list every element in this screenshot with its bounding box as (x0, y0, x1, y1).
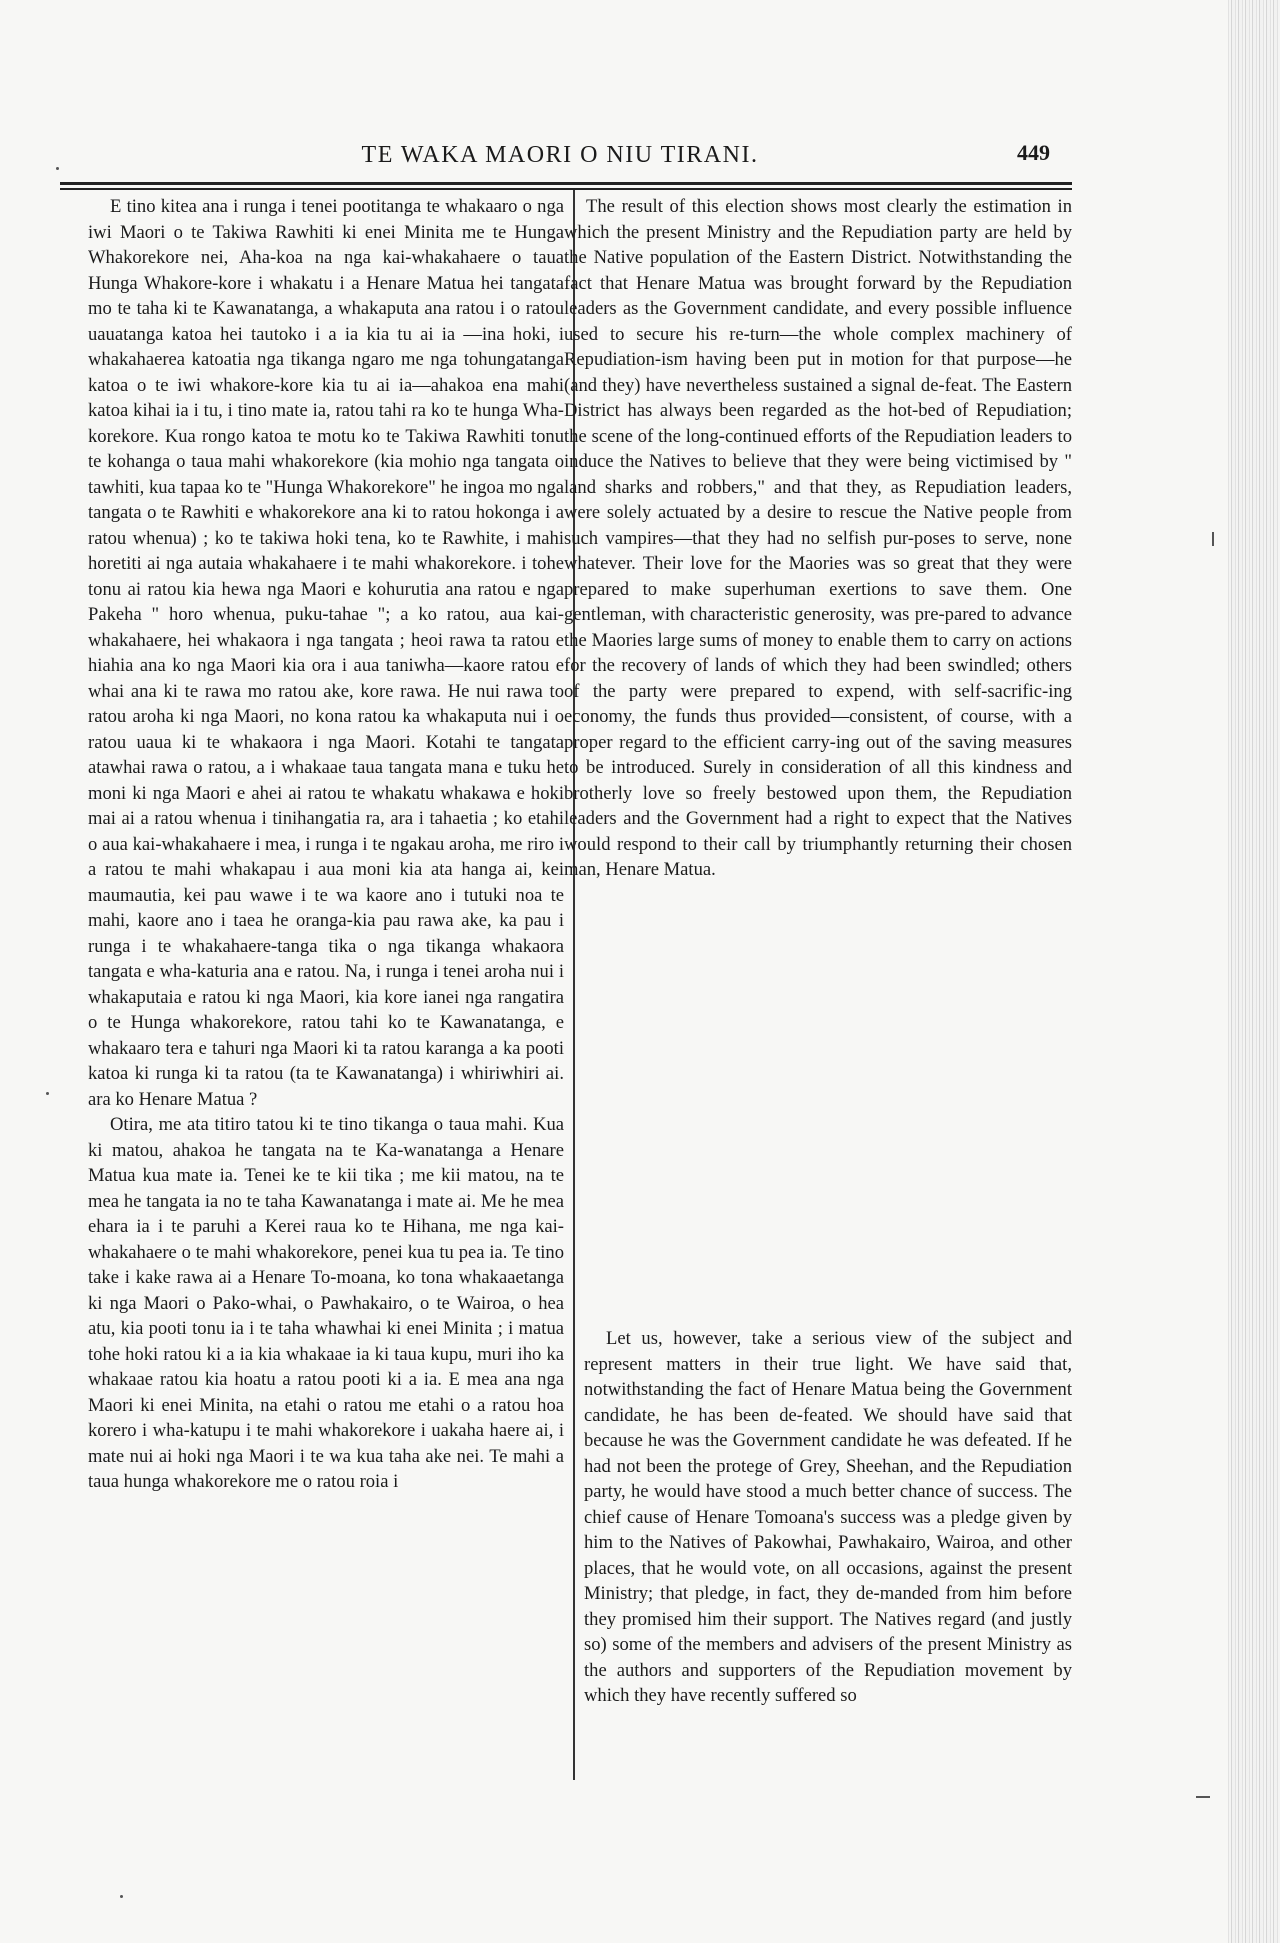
scan-speck (120, 1895, 123, 1898)
english-column-top (564, 194, 1072, 883)
english-column-bottom (584, 1326, 1072, 1709)
english-paragraph-2: Let us, however, take a serious view of the subject and represent matters in their true light. We have said that, notwithstanding the fact of Henare Matua being the Government candidate, he has been de-feated. We should have said that because he was the Government candidate he was defeated. If he had not been the protege of Grey, Sheehan, and the Repudiation party, he would have stood a much better chance of success. The chief cause of Henare Tomoana's success was a pledge given by him to the Natives of Pakowhai, Pawhakairo, Wairoa, and other places, that he would vote, on all occasions, against the present Ministry; that pledge, in fact, they de-manded from him before they promised him their support. The Natives regard (and justly so) some of the members and advisers of the present Ministry as the authors and supporters of the Repudiation movement by which they have recently suffered so (584, 1328, 1072, 1706)
page-number: 449 (1017, 140, 1050, 165)
maori-paragraph-1: E tino kitea ana i runga i tenei pootitanga te whakaaro o nga iwi Maori o te Takiwa Rawhiti ki enei Minita me te Hunga Whakorekore nei, Aha-koa na nga kai-whakahaere o taua Hunga Whakore-kore i whakatu i a Henare Matua hei tangata mo te taha ki te Kawanatanga, a whakaputa ana ratou i o ratou uauatanga katoa hei tautoko i a ia kia tu ai ia —ina hoki, i whakahaerea katoatia nga tikanga ngaro me nga tohungatanga katoa o te iwi whakore-kore kia tu ai ia—ahakoa ena mahi katoa kihai ia i tu, i tino mate ia, ratou tahi ra ko te hunga Wha-korekore. Kua rongo katoa te motu ko te Takiwa Rawhiti tonu te kohanga o taua mahi whakorekore (kia mohio nga tangata o tawhiti, kua tapaa ko te "Hunga Whakorekore" he ingoa mo nga tangata o te Rawhiti e whakorekore ana ki to ratou hokonga i a ratou whenua) ; ko te takiwa hoki tena, ko te Rawhite, i mahi horetiti ai nga autaia whakahaere i te mahi whakorekore. i tohe tonu ai ratou kia hewa nga Maori e kohurutia ana ratou e nga Pakeha " horo whenua, puku-tahae "; a ko ratou, aua kai-whakahaere, hei whakaora i nga tangata ; heoi rawa ta ratou e hiahia ana ko nga Maori kia ora i aua taniwha—kaore ratou e whai ana ki te rawa mo ratou ake, kore rawa. He nui rawa to ratou aroha ki nga Maori, no kona ratou ka whakaputa nui i o ratou uaua ki te whakaora i nga Maori. Kotahi te tangata atawhai rawa o ratou, a i whakaae taua tangata mana e tuku he moni ki nga Maori e ahei ai ratou te whakatu whakawa e hoki mai ai a ratou whenua i tinihangatia ra, ara i tahaetia ; ko etahi o aua kai-whakahaere i mea, i runga i te ngakau aroha, me riro i a ratou te mahi whakapau i aua moni kia ata hanga ai, kei maumautia, kei pau wawe i te wa kaore ano i tutuki noa te mahi, kaore ano i taea he oranga-kia pau rawa ake, ka pau i runga i te whakahaere-tanga tika o nga tikanga whakaora tangata e wha-katuria ana e ratou. Na, i runga i tenei aroha nui i whakaputaia e ratou ki nga Maori, kia kore ianei nga rangatira o te Hunga whakorekore, ratou tahi ko te Kawanatanga, e whakaaro tera e tahuri nga Maori ki ta ratou karanga a ka pooti katoa ki runga ki ta ratou (ta te Kawanatanga) i whiriwhiri ai. ara ko Henare Matua ? (88, 196, 564, 1110)
scan-speck (56, 167, 59, 170)
scan-edge-texture (1228, 0, 1280, 1943)
english-paragraph-1: The result of this election shows most clearly the estimation in which the present Ministry and the Repudiation party are held by the Native population of the Eastern District. Notwithstanding the fact that Henare Matua was brought forward by the Repudiation leaders as the Government candidate, and every possible influence used to secure his re-turn—the whole complex machinery of Repudiation-ism having been put in motion for that purpose—he (and they) have nevertheless sustained a signal de-feat. The Eastern District has always been regarded as the hot-bed of Repudiation; the scene of the long-continued efforts of the Repudiation leaders to induce the Natives to believe that they were being victimised by " land sharks and robbers," and that they, as Repudiation leaders, were solely actuated by a desire to rescue the Native people from such vampires—that they had no selfish pur-poses to serve, none whatever. Their love for the Maories was so great that they were prepared to make superhuman exertions to save them. One gentleman, with characteristic generosity, was pre-pared to advance the Maories large sums of money to enable them to carry on actions for the recovery of lands of which they had been swindled; others of the party were prepared to expend, with self-sacrific-ing economy, the funds thus provided—consistent, of course, with a proper regard to the efficient carry-ing out of the saving measures to be introduced. Surely in consideration of all this kindness and brotherly love so freely bestowed upon them, the Repudiation leaders and the Government had a right to expect that the Natives would respond to their call by triumphantly returning their chosen man, Henare Matua. (564, 196, 1072, 880)
scan-speck (46, 1092, 49, 1095)
page-header (60, 138, 1060, 178)
running-title: TE WAKA MAORI O NIU TIRANI. (361, 142, 759, 168)
scan-speck (1212, 532, 1214, 546)
scan-speck (1196, 1796, 1210, 1798)
header-rule-thin (60, 188, 1072, 190)
maori-paragraph-2: Otira, me ata titiro tatou ki te tino tikanga o taua mahi. Kua ki matou, ahakoa he tangata na te Ka-wanatanga a Henare Matua kua mate ia. Tenei ke te kii tika ; me kii matou, na te mea he tangata ia no te taha Kawanatanga i mate ai. Me he mea ehara ia i te paruhi a Kerei raua ko te Hihana, me nga kai-whakahaere o te mahi whakorekore, penei kua tu pea ia. Te tino take i kake rawa ai a Henare To-moana, ko tona whakaaetanga ki nga Maori o Pako-whai, o Pawhakairo, o te Wairoa, o hea atu, kia pooti tonu ia i te taha whawhai ki enei Minita ; i matua tohe hoki ratou ki a ia kia whakaae ia ki taua kupu, muri iho ka whakaae ratou kia hoatu a ratou pooti ki a ia. E mea ana nga Maori ki enei Minita, na etahi o ratou me etahi o a ratou hoa korero i wha-katupu i te mahi whakorekore i uakaha haere ai, i mate nui ai hoki nga Maori i te wa kua taha ake nei. Te mahi a taua hunga whakorekore me o ratou roia i (88, 1114, 564, 1492)
maori-column (88, 194, 564, 1495)
header-rule-thick (60, 182, 1072, 185)
